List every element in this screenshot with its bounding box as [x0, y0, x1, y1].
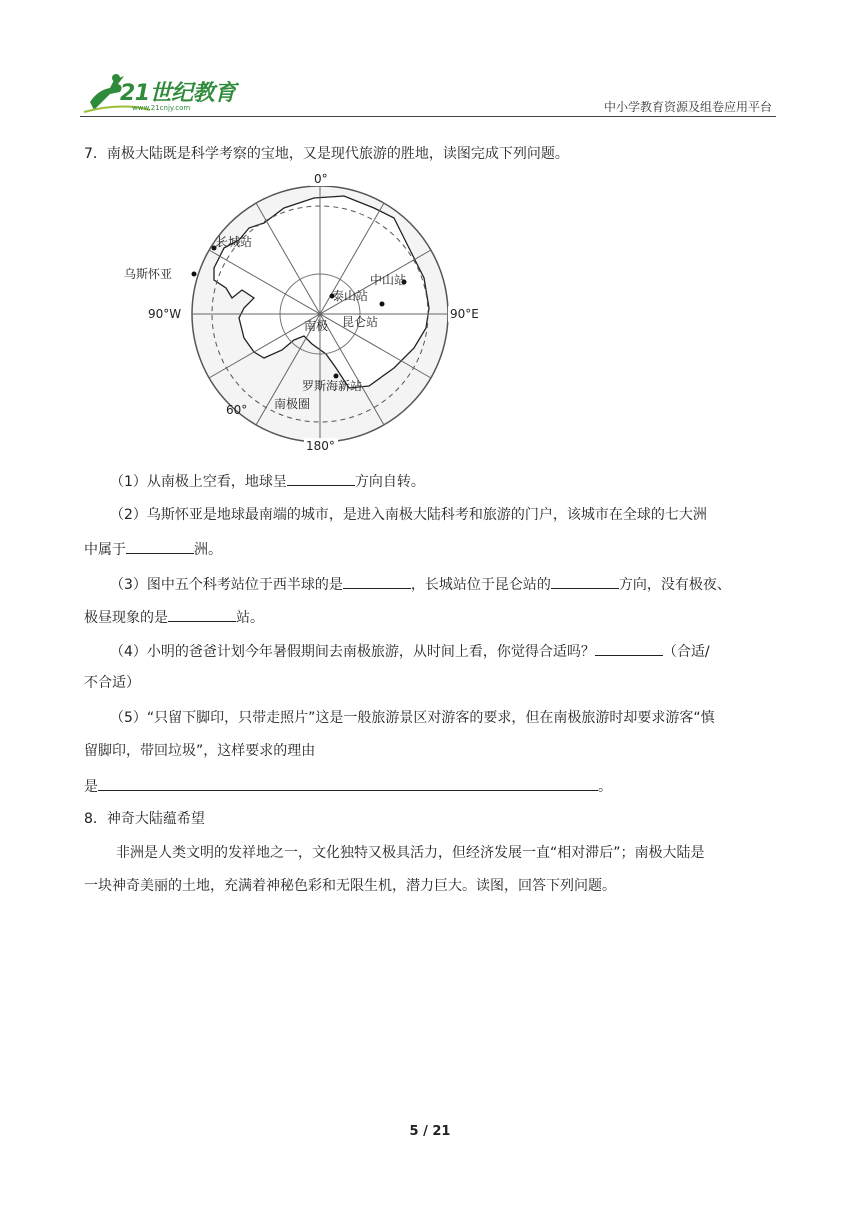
q7-sub4-line2: 不合适） [84, 675, 140, 691]
label-ross-sea: 罗斯海新站 [302, 379, 363, 393]
q7-sub5-line3: 是 。 [84, 775, 612, 797]
q7-sub2-line2: 中属于 洲。 [84, 538, 222, 560]
label-kunlun: 昆仑站 [342, 315, 379, 329]
question-7-stem: 7．南极大陆既是科学考察的宝地，又是现代旅游的胜地，读图完成下列问题。 [84, 146, 569, 162]
label-great-wall: 长城站 [216, 235, 253, 249]
page-number: 5 / 21 [409, 1124, 451, 1139]
label-90w: 90°W [148, 307, 182, 321]
label-90e: 90°E [450, 307, 479, 321]
question-8-para-line2: 一块神奇美丽的土地，充满着神秘色彩和无限生机，潜力巨大。读图，回答下列问题。 [84, 878, 616, 894]
q7-sub4-line1: （4）小明的爸爸计划今年暑假期间去南极旅游，从时间上看，你觉得合适吗？ （合适/ [110, 640, 710, 662]
label-60: 60° [226, 403, 248, 417]
q7-sub3-line2: 极昼现象的是 站。 [84, 606, 264, 628]
answer-blank-3a[interactable] [343, 573, 411, 589]
q7-sub5-line2: 留脚印，带回垃圾”，这样要求的理由 [84, 743, 316, 759]
logo-url: www.21cnjy.com [132, 104, 191, 112]
antarctica-map [114, 168, 494, 454]
q7-sub5-line1: （5）“只留下脚印，只带走照片”这是一般旅游景区对游客的要求，但在南极旅游时却要求游客“慎 [110, 710, 715, 726]
answer-blank-1[interactable] [287, 470, 355, 486]
answer-blank-5[interactable] [98, 775, 598, 791]
header-divider [80, 116, 776, 117]
label-pole: 南极 [304, 319, 329, 333]
label-taishan: 泰山站 [332, 289, 369, 303]
answer-blank-3c[interactable] [168, 606, 236, 622]
q7-sub3-line1: （3）图中五个科考站位于西半球的是 ，长城站位于昆仑站的 方向，没有极夜、 [110, 573, 731, 595]
answer-blank-2[interactable] [126, 538, 194, 554]
answer-blank-3b[interactable] [551, 573, 619, 589]
q7-sub1: （1）从南极上空看，地球呈 方向自转。 [110, 470, 425, 492]
q7-sub2-line1: （2）乌斯怀亚是地球最南端的城市，是进入南极大陆科考和旅游的门户，该城市在全球的七大洲 [110, 507, 707, 523]
label-antarctic-circle: 南极圈 [274, 397, 311, 411]
question-8-para-line1: 非洲是人类文明的发祥地之一，文化独特又极具活力，但经济发展一直“相对滞后”；南极大陆是 [116, 845, 705, 861]
label-ushuaia: 乌斯怀亚 [124, 267, 173, 281]
answer-blank-4[interactable] [595, 640, 663, 656]
label-0: 0° [314, 172, 328, 186]
logo-text: 21世纪教育 [120, 81, 236, 106]
platform-name: 中小学教育资源及组卷应用平台 [603, 100, 772, 114]
question-8-title: 8．神奇大陆蕴希望 [84, 811, 205, 827]
label-180: 180° [306, 439, 335, 453]
label-zhongshan: 中山站 [370, 273, 407, 287]
